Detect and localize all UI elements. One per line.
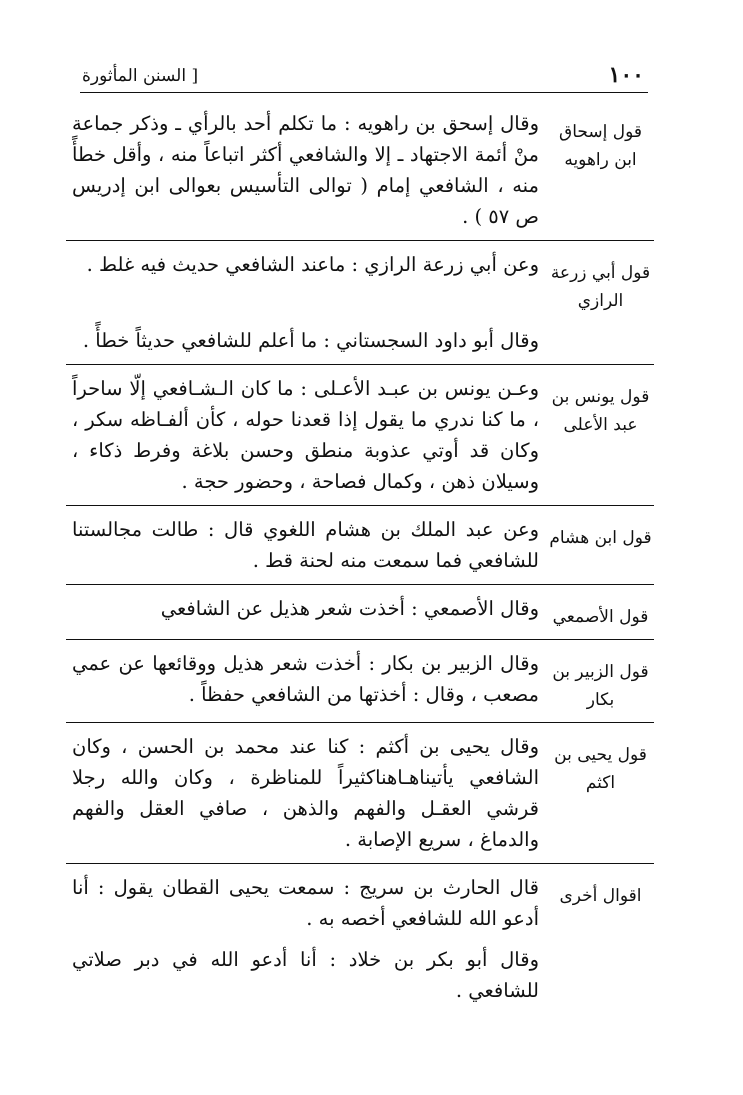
side-label: قول أبي زرعة الرازي — [550, 263, 651, 311]
page-number: ١٠٠ — [608, 62, 644, 88]
entry-text: وعـن يونس بن عبـد الأعـلى : ما كان الـشـافعي إلّا ساحراً ، ما كنا ندري ما يقول إذا قعدنا حوله ، كأن ألفـاظه سكر ، وكان قد أوتي عذوبة منطق وحسن بلاغة وفرط ذكاء ، وسيلان ذهن ، وكمال فصاحة ، وحضور حجة . — [72, 377, 539, 493]
entry-text: وقال يحيى بن أكثم : كنا عند محمد بن الحسن ، وكان الشافعي يأتيناهـاهناكثيراً للمناظرة ، وكان والله رجلا قرشي العقـل والفهم والذهن ، صافي العقل والفهم والدماغ ، سريع الإصابة . — [72, 735, 539, 851]
entry-ibn-hisham — [66, 514, 654, 585]
entry-text: وعن عبد الملك بن هشام اللغوي قال : طالت مجالستنا للشافعي فما سمعت منه لحنة قط . — [72, 518, 539, 572]
running-title: [ السنن المأثورة — [82, 66, 199, 86]
side-label: قول الزبير بن بكار — [552, 662, 649, 710]
entry-abu-bakr — [66, 944, 654, 1014]
entry-text: وقال أبو بكر بن خلاد : أنا أدعو الله في دبر صلاتي للشافعي . — [72, 948, 539, 1002]
entry-text: وقال الزبير بن بكار : أخذت شعر هذيل ووقائعها عن عمي مصعب ، وقال : أخذتها من الشافعي حفظاً . — [72, 652, 539, 706]
entry-harith — [66, 872, 654, 942]
side-label — [539, 325, 654, 356]
side-label: قول الأصمعي — [552, 607, 649, 627]
entry-abu-zura — [66, 249, 654, 323]
entry-ishaq — [66, 108, 654, 241]
entry-zubair — [66, 648, 654, 723]
side-label: قول ابن هشام — [549, 528, 652, 548]
entry-abu-dawud — [66, 325, 654, 365]
entry-text: وعن أبي زرعة الرازي : ماعند الشافعي حديث فيه غلط . — [86, 253, 539, 276]
entry-text: وقال إسحق بن راهويه : ما تكلم أحد بالرأي ـ وذكر جماعة منْ أئمة الاجتهاد ـ إلا والشافعي أكثر اتباعاً منه ، وأقل خطأً منه ، الشافعي إمام ( توالى التأسيس بعوالى ابن إدريس ص ٥٧ ) . — [72, 112, 539, 228]
page-header — [80, 62, 648, 93]
side-label: قول إسحاق ابن راهويه — [559, 122, 642, 170]
entry-text: وقال أبو داود السجستاني : ما أعلم للشافعي حديثاً خطأً . — [82, 329, 539, 352]
entries-list — [66, 108, 654, 1016]
entry-yunus — [66, 373, 654, 506]
side-label — [539, 944, 654, 1006]
side-label: اقوال أخرى — [559, 886, 642, 906]
entry-text: قال الحارث بن سريج : سمعت يحيى القطان يقول : أنا أدعو الله للشافعي أخصه به . — [72, 876, 539, 930]
side-label: قول يونس بن عبد الأعلى — [551, 387, 650, 435]
side-label: قول يحيى بن اكثم — [554, 745, 647, 793]
entry-text: وقال الأصمعي : أخذت شعر هذيل عن الشافعي — [160, 597, 539, 620]
entry-yahya — [66, 731, 654, 864]
entry-asmai — [66, 593, 654, 640]
